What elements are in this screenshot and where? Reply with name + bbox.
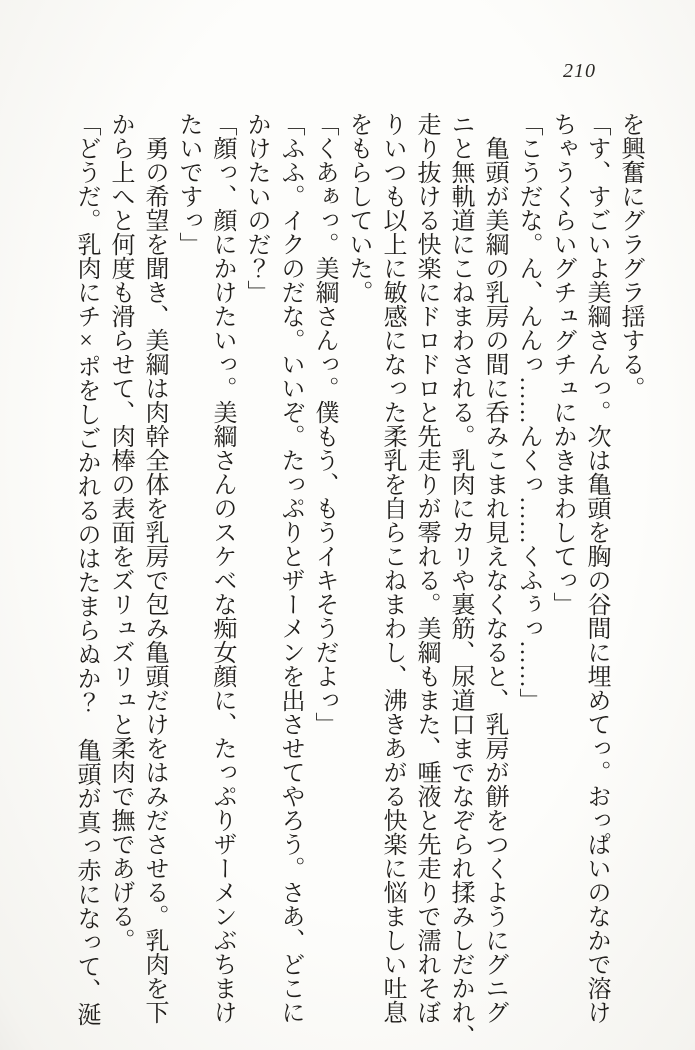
text-line-10: 「くあぁっ。美綱さんっ。僕もう、もうイキそうだよっ」 (311, 112, 337, 736)
text-line-11: 「ふふ。イクのだな。いいぞ。たっぷりとザーメンを出させてやろう。さあ、どこに (277, 112, 303, 1024)
text-line-17: 「どうだ。乳肉にチ×ポをしごかれるのはたまらぬか？ 亀頭が真っ赤になって、涎 (73, 112, 99, 1026)
text-line-2: 「す、すごいよ美綱さんっ。次は亀頭を胸の谷間に埋めてっ。おっぱいのなかで溶け (583, 112, 609, 1024)
text-line-7: 走り抜ける快楽にドロドロと先走りが零れる。美綱もまた、唾液と先走りで濡れそぼ (413, 112, 439, 1024)
text-line-13: 「顔っ、顔にかけたいっ。美綱さんのスケベな痴女顔に、たっぷりザーメンぶちまけ (209, 112, 235, 1024)
text-line-8: りいつも以上に敏感になった柔乳を自らこねまわし、沸きあがる快楽に悩ましい吐息 (379, 112, 405, 1024)
text-line-14: たいですっ」 (175, 112, 201, 256)
text-line-3: ちゃうくらいグチュグチュにかきまわしてっ」 (549, 112, 575, 616)
vertical-text-block (69, 112, 647, 1050)
text-line-16: から上へと何度も滑らせて、肉棒の表面をズリュズリュと柔肉で撫であげる。 (107, 112, 133, 952)
text-line-1: を興奮にグラグラ揺する。 (617, 112, 643, 400)
text-line-12: かけたいのだ？」 (243, 112, 269, 304)
text-line-15: 勇の希望を聞き、美綱は肉幹全体を乳房で包み亀頭だけをはみださせる。乳肉を下 (141, 112, 167, 1024)
text-line-5: 亀頭が美綱の乳房の間に呑みこまれ見えなくなると、乳房が餅をつくようにグニグ (481, 112, 507, 1024)
text-line-6: ニと無軌道にこねまわされる。乳肉にカリや裏筋、尿道口までなぞられ揉みしだかれ、 (447, 112, 473, 1048)
text-line-9: をもらしていた。 (345, 112, 371, 304)
text-line-4: 「こうだな。ん、んんっ……んくっ……くふぅっ……」 (515, 112, 541, 712)
page-number: 210 (563, 60, 596, 82)
